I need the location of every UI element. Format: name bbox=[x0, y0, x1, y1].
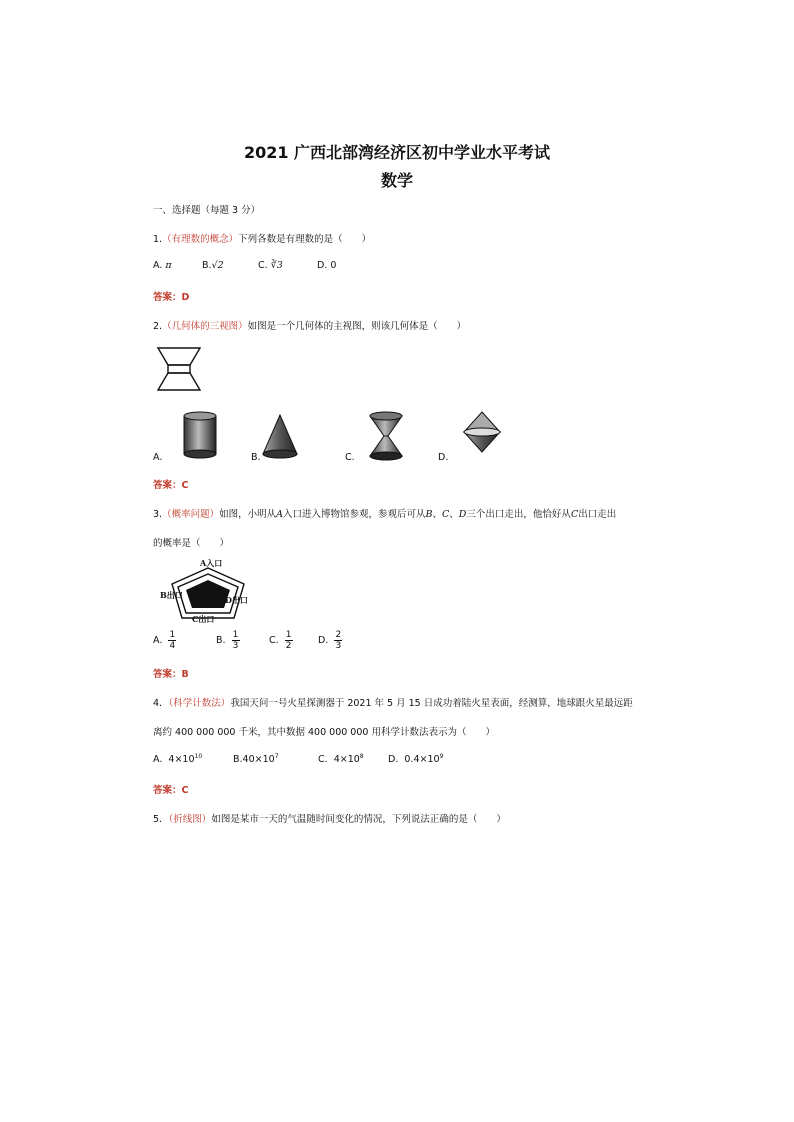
exit-c-label: C出口 bbox=[192, 614, 215, 624]
q4-option-d: D. $0.4\times 10^9$ bbox=[388, 753, 444, 766]
q3-line-2: 的概率是（ ） bbox=[153, 538, 230, 549]
question-3: 3.（概率问题）如图，小明从A入口进入博物馆参观，参观后可从B、C、D三个出口走出，他恰好从C出口走出 bbox=[153, 509, 617, 520]
q1-answer: 答案：D bbox=[153, 292, 190, 303]
question-4: 4．（科学计数法）我国天问一号火星探测器于 2021 年 5 月 15 日成功着陆火星表面，经测算，地球跟火星最远距 bbox=[153, 698, 633, 709]
page-subtitle: 数学 bbox=[380, 171, 413, 190]
q3-tag: （概率问题） bbox=[162, 509, 220, 520]
exit-d-label: D出口 bbox=[225, 595, 248, 605]
q3-option-a: A. $\frac{1}{4}$ bbox=[153, 630, 176, 651]
q2-label-b: B. bbox=[251, 452, 261, 463]
exit-b-label: B出口 bbox=[160, 590, 183, 600]
q2-tag: （几何体的三视图） bbox=[162, 321, 248, 332]
entrance-a-label: A入口 bbox=[200, 558, 223, 568]
q1-option-a: A. π bbox=[153, 260, 172, 271]
q4-answer: 答案：C bbox=[153, 785, 189, 796]
cone-figure bbox=[260, 412, 300, 460]
q1-option-d: D. 0 bbox=[317, 260, 337, 271]
q1-option-b: B.√2 bbox=[202, 260, 224, 271]
q3-option-c: C. $\frac{1}{2}$ bbox=[269, 630, 292, 651]
main-view-figure bbox=[155, 345, 205, 395]
q1-number: 1. bbox=[153, 234, 163, 245]
question-2: 2.（几何体的三视图）如图是一个几何体的主视图，则该几何体是（ ） bbox=[153, 321, 467, 332]
page-title: 2021 广西北部湾经济区初中学业水平考试 bbox=[243, 143, 551, 162]
q2-label-c: C. bbox=[345, 452, 355, 463]
q4-option-c: C. $4\times 10^8$ bbox=[318, 753, 364, 766]
question-5: 5．（折线图）如图是某市一天的气温随时间变化的情况，下列说法正确的是（ ） bbox=[153, 814, 506, 825]
q1-option-c: C. ∛3 bbox=[258, 260, 283, 271]
q3-option-d: D. $\frac{2}{3}$ bbox=[318, 630, 342, 651]
q5-tag: （折线图） bbox=[168, 814, 212, 825]
diamond-cone-figure bbox=[460, 410, 504, 456]
section-header: 一、选择题（每题 3 分） bbox=[153, 205, 261, 216]
q3-option-b: B. $\frac{1}{3}$ bbox=[216, 630, 239, 651]
q3-answer: 答案：B bbox=[153, 669, 189, 680]
question-1 bbox=[153, 231, 371, 245]
q4-option-b: $B.40\times 10^7$ bbox=[233, 753, 279, 766]
q1-tag: （有理数的概念） bbox=[162, 234, 239, 245]
q2-label-a: A. bbox=[153, 452, 163, 463]
q4-option-a: A. $4\times 10^{10}$ bbox=[153, 753, 203, 766]
double-cone-figure bbox=[366, 410, 406, 462]
q4-line-2: 离约 400 000 000 千米，其中数据 400 000 000 用科学计数法表示为（ ） bbox=[153, 727, 495, 738]
q2-label-d: D. bbox=[438, 452, 449, 463]
q1-text: 下列各数是有理数的是（ ） bbox=[238, 234, 372, 245]
q2-answer: 答案：C bbox=[153, 480, 189, 491]
cylinder-figure bbox=[180, 410, 220, 460]
q4-tag: （科学计数法） bbox=[168, 698, 231, 709]
